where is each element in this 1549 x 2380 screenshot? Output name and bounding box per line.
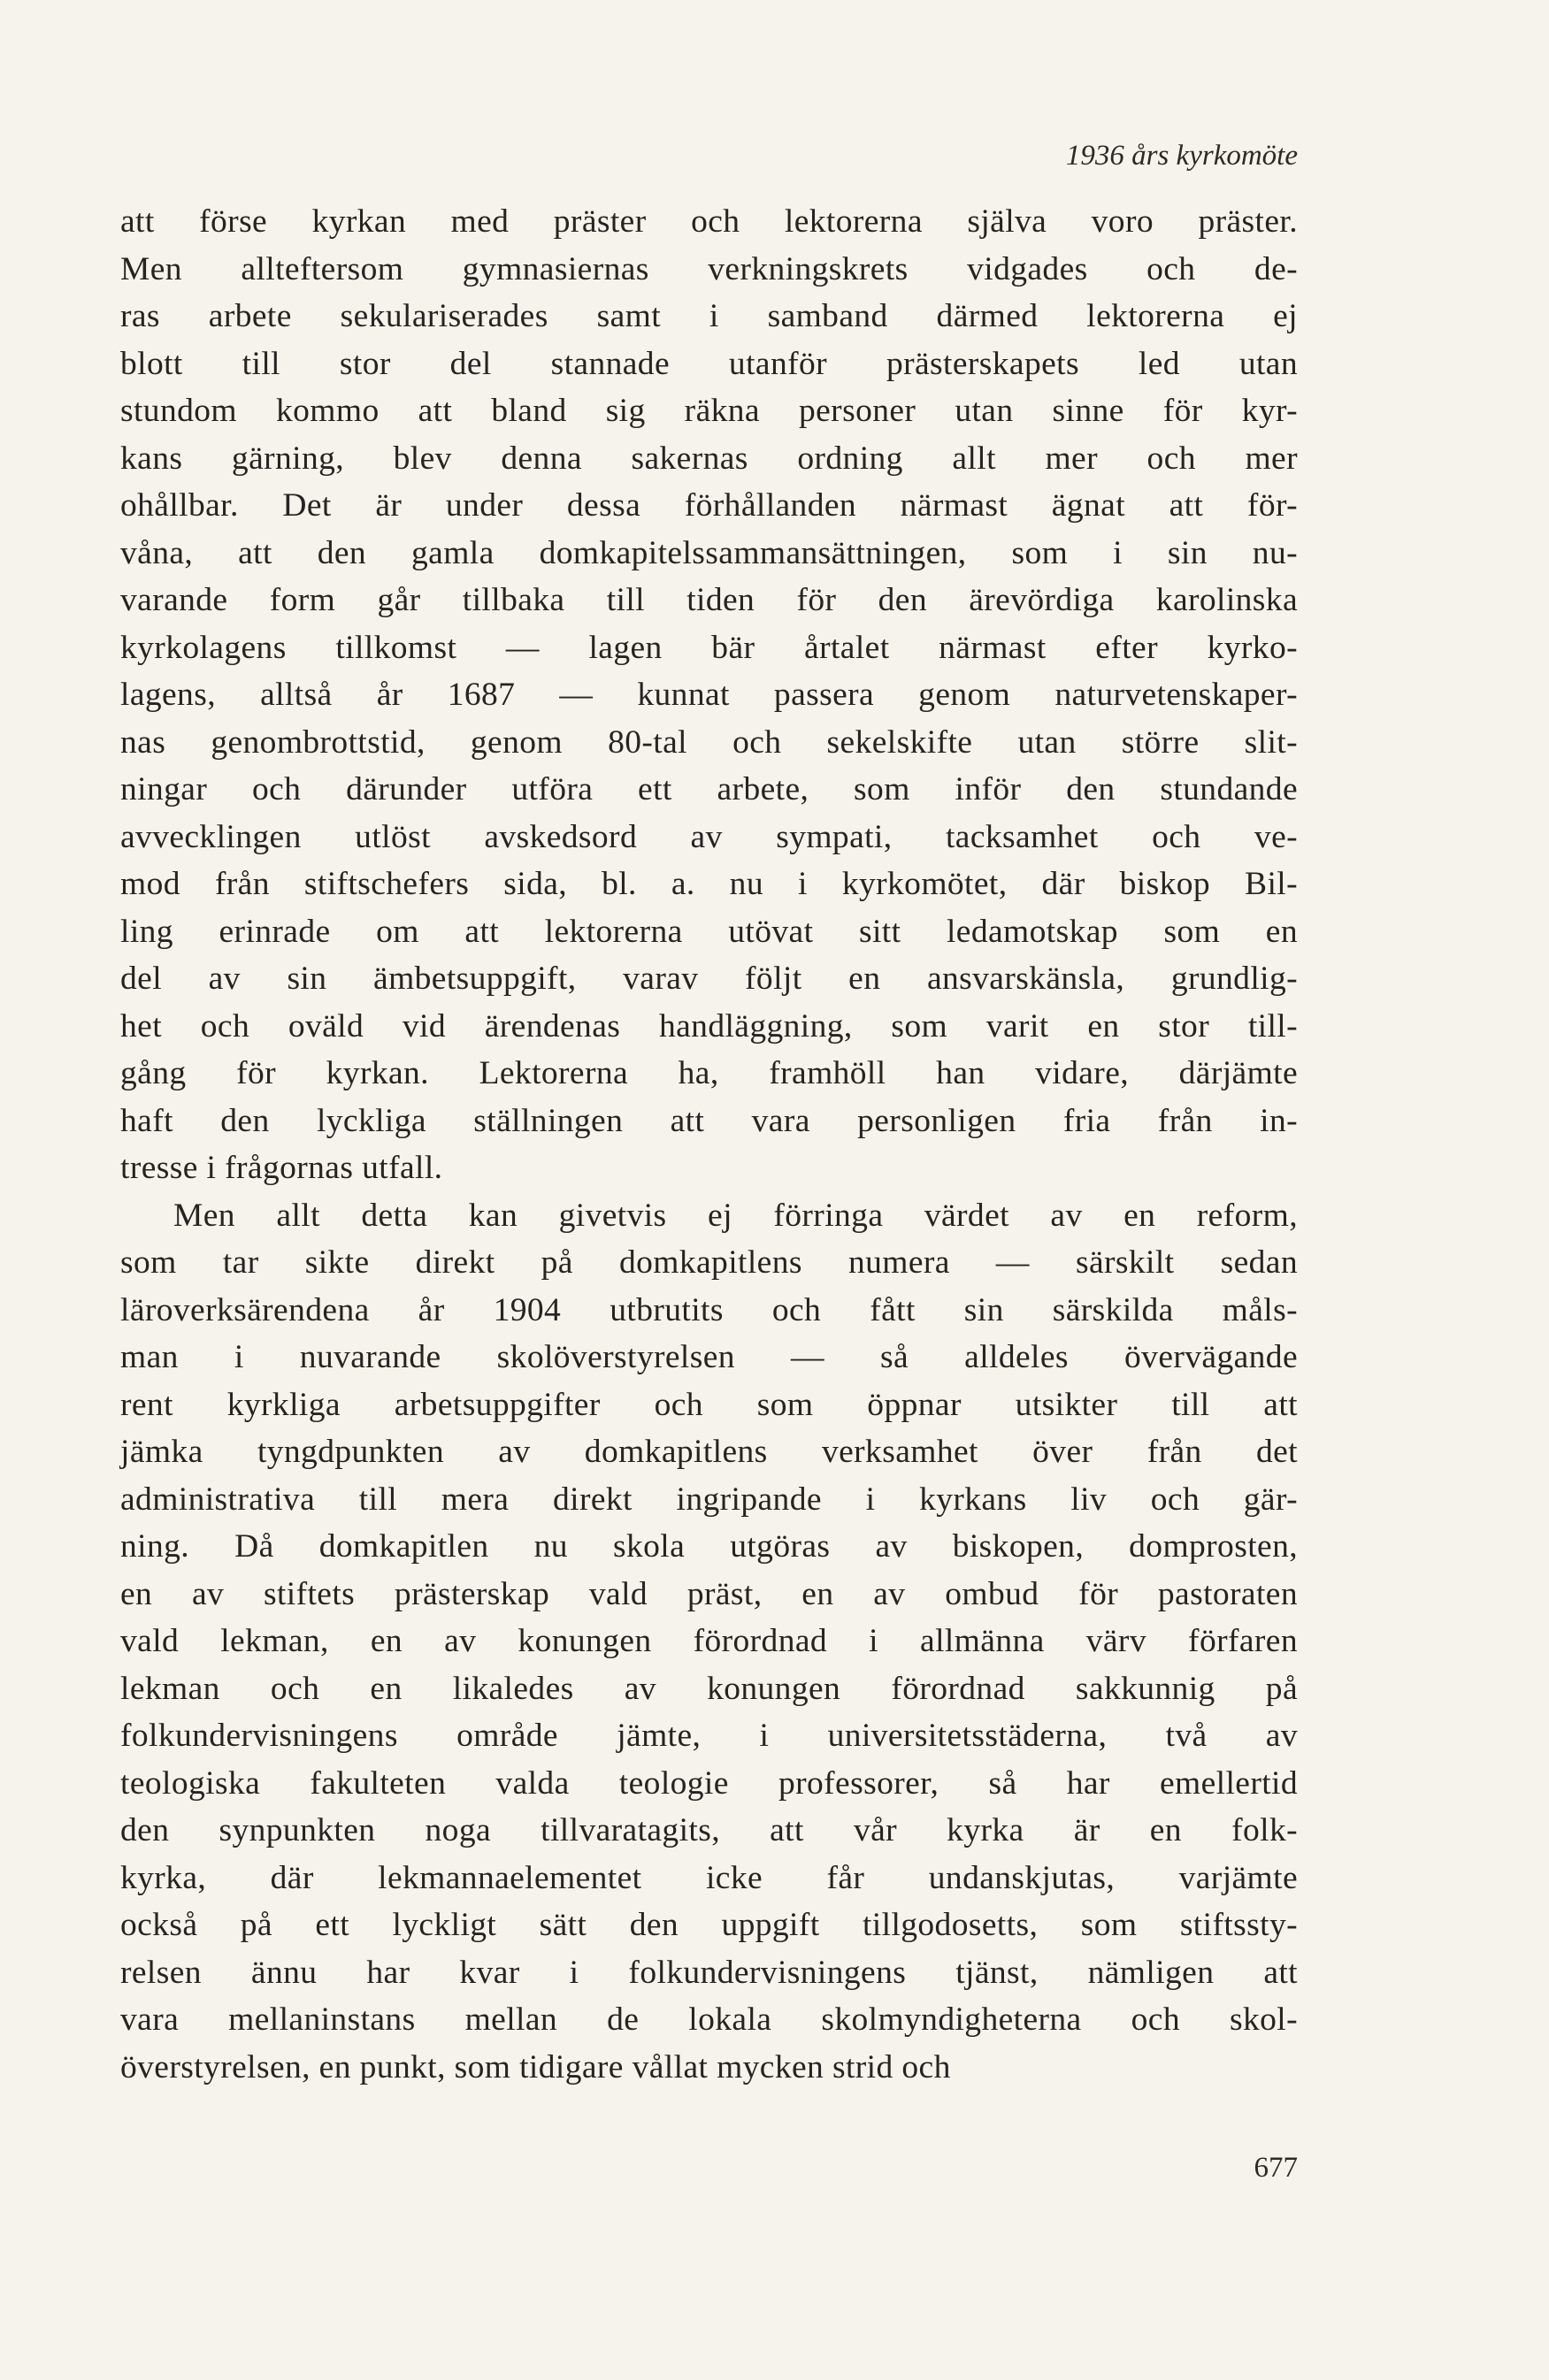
text-line: lagens, alltså år 1687 — kunnat passera genom naturvetenskaper- — [120, 677, 1298, 713]
paragraph-2 — [120, 1192, 1298, 2092]
text-line: en av stiftets prästerskap vald präst, en av ombud för pastoraten — [120, 1575, 1298, 1612]
text-line: del av sin ämbetsuppgift, varav följt en ansvarskänsla, grundlig- — [120, 960, 1298, 997]
page-number: 677 — [1254, 2152, 1298, 2184]
text-line: kyrka, där lekmannaelementet icke får undanskjutas, varjämte — [120, 1859, 1298, 1896]
paragraph-1 — [120, 198, 1298, 1192]
text-line: överstyrelsen, en punkt, som tidigare vållat mycken strid och — [120, 2048, 951, 2085]
text-line: jämka tyngdpunkten av domkapitlens verksamhet över från det — [120, 1434, 1298, 1470]
text-line: ras arbete sekulariserades samt i samband därmed lektorerna ej — [120, 298, 1298, 334]
text-line: läroverksärendena år 1904 utbrutits och fått sin särskilda måls- — [120, 1291, 1298, 1328]
text-line: rent kyrkliga arbetsuppgifter och som öppnar utsikter till att — [120, 1386, 1298, 1423]
text-line: också på ett lyckligt sätt den uppgift tillgodosetts, som stiftssty- — [120, 1907, 1298, 1943]
text-line: teologiska fakulteten valda teologie professorer, så har emellertid — [120, 1764, 1298, 1802]
text-line: folkundervisningens område jämte, i universitetsstäderna, två av — [120, 1718, 1298, 1754]
text-line: kyrkolagens tillkomst — lagen bär årtalet närmast efter kyrko- — [120, 629, 1298, 666]
text-line: den synpunkten noga tillvaratagits, att vår kyrka är en folk- — [120, 1812, 1298, 1848]
text-line: haft den lyckliga ställningen att vara personligen fria från in- — [120, 1102, 1298, 1139]
running-header: 1936 års kyrkomöte — [1065, 140, 1298, 172]
text-line: avvecklingen utlöst avskedsord av sympati, tacksamhet och ve- — [120, 818, 1298, 855]
body-text — [120, 198, 1298, 2091]
text-line: varande form går tillbaka till tiden för den ärevördiga karolinska — [120, 582, 1298, 618]
text-line: relsen ännu har kvar i folkundervisningens tjänst, nämligen att — [120, 1954, 1298, 1991]
text-line: Men allteftersom gymnasiernas verkningskrets vidgades och de- — [120, 250, 1298, 287]
text-line: het och oväld vid ärendenas handläggning, som varit en stor till- — [120, 1007, 1298, 1045]
text-line: ling erinrade om att lektorerna utövat sitt ledamotskap som en — [120, 913, 1298, 950]
text-line: stundom kommo att bland sig räkna personer utan sinne för kyr- — [120, 393, 1298, 429]
text-line: blott till stor del stannade utanför prästerskapets led utan — [120, 345, 1298, 382]
text-line: Men allt detta kan givetvis ej förringa värdet av en reform, — [173, 1197, 1298, 1234]
text-line: kans gärning, blev denna sakernas ordning allt mer och mer — [120, 440, 1298, 477]
text-line: man i nuvarande skolöverstyrelsen — så alldeles övervägande — [120, 1339, 1298, 1375]
text-line: gång för kyrkan. Lektorerna ha, framhöll han vidare, därjämte — [120, 1055, 1298, 1091]
text-line: ning. Då domkapitlen nu skola utgöras av biskopen, domprosten, — [120, 1528, 1298, 1565]
text-line: lekman och en likaledes av konungen förordnad sakkunnig på — [120, 1670, 1298, 1707]
text-line: mod från stiftschefers sida, bl. a. nu i kyrkomötet, där biskop Bil- — [120, 866, 1298, 902]
text-line: ningar och därunder utföra ett arbete, som inför den stundande — [120, 771, 1298, 807]
text-line: nas genombrottstid, genom 80-tal och sekelskifte utan större slit- — [120, 723, 1298, 761]
text-line: våna, att den gamla domkapitelssammansättningen, som i sin nu- — [120, 534, 1298, 571]
text-line: ohållbar. Det är under dessa förhållanden närmast ägnat att för- — [120, 487, 1298, 524]
text-line: vald lekman, en av konungen förordnad i allmänna värv förfaren — [120, 1623, 1298, 1659]
text-line: vara mellaninstans mellan de lokala skolmyndigheterna och skol- — [120, 2001, 1298, 2038]
text-line: att förse kyrkan med präster och lektorerna själva voro präster. — [120, 203, 1298, 240]
text-line: som tar sikte direkt på domkapitlens numera — särskilt sedan — [120, 1244, 1298, 1281]
text-line: administrativa till mera direkt ingripande i kyrkans liv och gär- — [120, 1481, 1298, 1518]
text-line: tresse i frågornas utfall. — [120, 1150, 443, 1186]
